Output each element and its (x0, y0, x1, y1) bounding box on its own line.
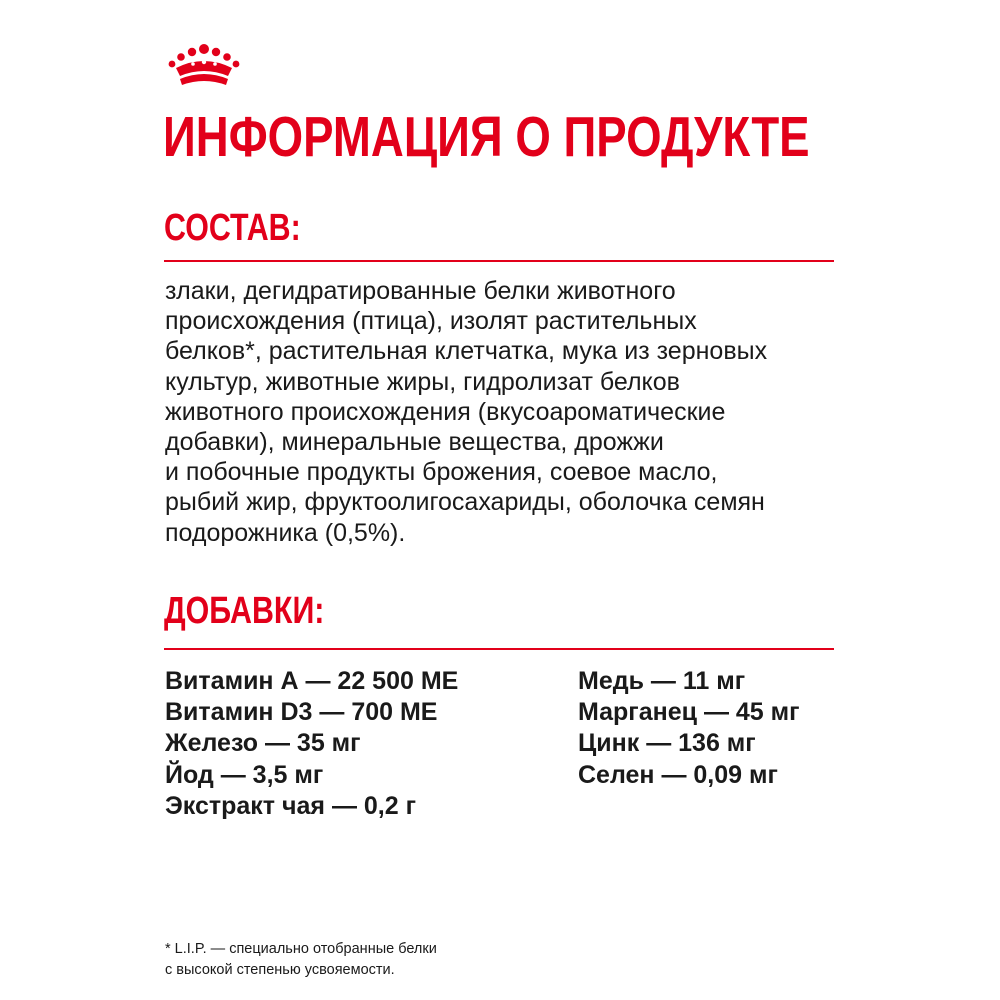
additive-item: Витамин А — 22 500 МЕ (165, 667, 459, 695)
composition-divider (164, 260, 834, 262)
composition-line: животного происхождения (вкусоароматические (165, 397, 726, 426)
composition-line: белков*, растительная клетчатка, мука из зерновых (165, 337, 768, 366)
composition-line: добавки), минеральные вещества, дрожжи (165, 428, 664, 457)
additives-right-list (578, 666, 800, 791)
crown-icon (166, 42, 242, 88)
composition-line: рыбий жир, фруктоолигосахариды, оболочка семян (165, 488, 765, 517)
additive-item: Железо — 35 мг (165, 729, 361, 758)
additives-left-list (165, 666, 458, 822)
additive-item: Йод — 3,5 мг (165, 760, 324, 789)
additive-item: Медь — 11 мг (578, 667, 746, 695)
additive-item: Экстракт чая — 0,2 г (165, 791, 417, 820)
composition-line: злаки, дегидратированные белки животного (165, 277, 676, 305)
composition-line: происхождения (птица), изолят растительных (165, 307, 697, 336)
composition-text (165, 276, 855, 548)
footnote (165, 939, 565, 981)
composition-heading: СОСТАВ: (164, 207, 301, 249)
additive-item: Витамин D3 — 700 МЕ (165, 698, 438, 727)
additives-divider (164, 648, 834, 650)
footnote-line: с высокой степенью усвояемости. (165, 962, 395, 978)
additive-item: Селен — 0,09 мг (578, 760, 778, 789)
footnote-line: * L.I.P. — специально отобранные белки (165, 941, 437, 957)
additives-heading: ДОБАВКИ: (164, 590, 325, 632)
composition-line: подорожника (0,5%). (165, 518, 406, 547)
composition-line: и побочные продукты брожения, соевое масло, (165, 458, 718, 487)
page-title: ИНФОРМАЦИЯ О ПРОДУКТЕ (163, 105, 810, 169)
additive-item: Марганец — 45 мг (578, 698, 800, 727)
additive-item: Цинк — 136 мг (578, 729, 756, 758)
composition-line: культур, животные жиры, гидролизат белков (165, 367, 680, 396)
